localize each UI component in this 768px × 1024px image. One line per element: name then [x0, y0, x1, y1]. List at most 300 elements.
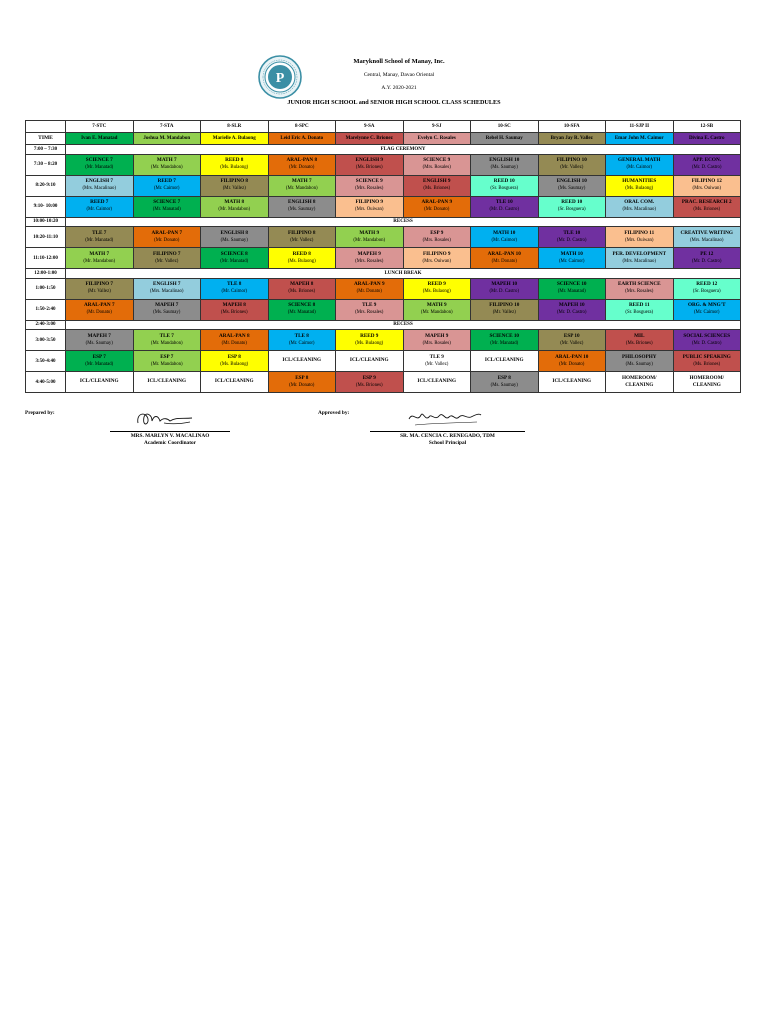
subject-name: ENGLISH 8 [287, 199, 316, 205]
class-cell [538, 196, 606, 217]
teacher-name: (Mrs. Ouiwan) [422, 258, 451, 264]
class-cell [268, 175, 336, 196]
subject-name: ESP 9 [430, 229, 444, 236]
teacher-name: (Ms. Saumay) [558, 186, 586, 192]
subject-name: SOCIAL SCIENCES [683, 332, 731, 339]
class-cell [471, 299, 539, 320]
subject-name: TLE 10 [495, 199, 513, 205]
teacher-name: (Ms. Saumay) [490, 165, 518, 171]
subject-name: ENGLISH 8 [220, 229, 249, 236]
teacher-name: (Mr. D. Castro) [691, 340, 722, 346]
class-cell [336, 154, 404, 175]
subject-name: ENGLISH 10 [556, 178, 587, 184]
subject-name: ARAL-PAN 10 [487, 250, 521, 257]
teacher-name: (Mr. Manatad) [152, 207, 181, 213]
subject-name: MATH 9 [426, 302, 447, 308]
class-cell [673, 196, 741, 217]
subject-name: HUMANITIES [622, 178, 657, 184]
class-cell [133, 248, 201, 269]
teacher-name: (Mr. Caimor) [288, 340, 315, 346]
class-cell [606, 372, 674, 393]
class-cell [471, 175, 539, 196]
subject-name: CREATIVE WRITING [680, 229, 733, 236]
subject-name: PUBLIC SPEAKING [682, 353, 731, 360]
period-row [26, 227, 741, 248]
teacher-name: (Ms. Briones) [625, 340, 653, 346]
subject-name: ESP 8 [227, 353, 241, 360]
class-cell [268, 278, 336, 299]
break-label: FLAG CEREMONY [66, 145, 741, 155]
time-column-header: TIME [26, 133, 66, 145]
class-cell [471, 278, 539, 299]
subject-name: SCIENCE 7 [85, 157, 113, 163]
subject-name: ARAL-PAN 9 [421, 199, 453, 205]
class-cell [606, 196, 674, 217]
class-cell [403, 196, 471, 217]
subject-name: ORG. & MNG'T [687, 302, 726, 308]
subject-name: ORAL COM. [624, 199, 655, 205]
teacher-name: (Mrs. Rosales) [355, 186, 384, 192]
teacher-name: (Ms. Bulaong) [220, 361, 249, 367]
subject-name: TLE 10 [563, 229, 581, 236]
teacher-name: (Mrs. Rosales) [355, 258, 384, 264]
subject-name: FILIPINO 10 [489, 302, 520, 308]
time-cell: 1:50-2:40 [26, 299, 66, 320]
school-name: Maryknoll School of Manay, Inc. [353, 58, 445, 65]
teacher-name: (Mrs. Macalinao) [149, 289, 184, 295]
class-cell [471, 248, 539, 269]
class-cell [336, 351, 404, 372]
subject-name: PHILOSOPHY [621, 353, 657, 360]
time-cell: 1:00-1:50 [26, 278, 66, 299]
time-cell: 8:20-9:10 [26, 175, 66, 196]
academic-year: A.Y. 2020-2021 [381, 85, 417, 91]
teacher-name: (Mr. Donato) [221, 340, 247, 346]
class-cell [471, 372, 539, 393]
class-cell [201, 351, 269, 372]
class-cell [268, 248, 336, 269]
class-cell [538, 299, 606, 320]
class-cell [201, 372, 269, 393]
class-cell [403, 248, 471, 269]
teacher-name: (Mrs. Macalinao) [689, 237, 724, 243]
class-cell [606, 351, 674, 372]
teacher-name: (Mrs. Macalinao) [82, 186, 117, 192]
class-cell [268, 351, 336, 372]
period-row [26, 278, 741, 299]
subject-name: REED 10 [493, 178, 515, 184]
activity-label: ICL/CLEANING [147, 378, 187, 385]
teacher-name: (Mr. Vallez) [492, 310, 516, 316]
class-cell [471, 154, 539, 175]
class-cell [133, 154, 201, 175]
document-header [0, 50, 768, 108]
subject-name: FILIPINO 8 [287, 229, 316, 236]
class-cell [606, 154, 674, 175]
subject-name: MIL [634, 332, 645, 339]
subject-name: REED 12 [696, 281, 718, 287]
subject-name: REED 8 [292, 250, 311, 257]
class-cell [403, 175, 471, 196]
class-cell [673, 227, 741, 248]
subject-name: ARAL-PAN 9 [353, 281, 385, 287]
subject-name: SCIENCE 10 [489, 332, 520, 339]
class-cell [268, 330, 336, 351]
time-cell: 7:00 – 7:30 [26, 145, 66, 155]
section-adviser: Marelynne C. Brionez [336, 133, 404, 145]
activity-label: CLEANING [625, 382, 654, 388]
subject-name: MATH 10 [560, 250, 583, 257]
section-name: 12-SB [673, 121, 741, 133]
class-cell [66, 227, 134, 248]
subject-name: REED 10 [561, 199, 583, 205]
prepared-signature [130, 407, 200, 431]
class-cell [538, 372, 606, 393]
subject-name: TLE 7 [159, 332, 174, 339]
subject-name: ENGLISH 10 [489, 157, 520, 163]
class-cell [471, 330, 539, 351]
period-row [26, 154, 741, 175]
subject-name: ENGLISH 7 [85, 178, 114, 184]
subject-name: MAPEH 8 [290, 281, 314, 287]
prepared-by-name: MRS. MARLYN V. MACALINAO [110, 431, 230, 439]
subject-name: MAPEH 7 [155, 302, 179, 308]
section-adviser: Ivan E. Manatad [66, 133, 134, 145]
teacher-name: (Mr. Mandabon) [150, 165, 183, 171]
teacher-name: (Mr. Manatad) [85, 361, 114, 367]
class-cell [201, 196, 269, 217]
teacher-name: (Mr. Caimor) [693, 310, 720, 316]
subject-name: ESP 7 [160, 353, 174, 360]
subject-name: TLE 9 [429, 353, 444, 360]
class-cell [538, 227, 606, 248]
class-cell [336, 299, 404, 320]
class-cell [336, 196, 404, 217]
activity-label: ICL/CLEANING [417, 378, 457, 385]
teacher-name: (Mr. Caimor) [558, 258, 585, 264]
teacher-name: (Mrs. Rosales) [422, 237, 451, 243]
subject-name: ARAL-PAN 7 [151, 229, 183, 236]
class-cell [336, 330, 404, 351]
subject-name: REED 7 [90, 199, 109, 205]
subject-name: MATH 7 [291, 178, 312, 184]
class-cell [66, 299, 134, 320]
teacher-name: (Mr. D. Castro) [556, 310, 587, 316]
section-name: 9-SA [336, 121, 404, 133]
class-cell [606, 227, 674, 248]
document-title: JUNIOR HIGH SCHOOL and SENIOR HIGH SCHOOL CLASS SCHEDULES [287, 99, 501, 106]
teacher-name: (Mrs. Ouiwan) [354, 207, 384, 213]
subject-name: FILIPINO 10 [556, 157, 587, 163]
subject-name: ESP 7 [92, 353, 106, 360]
teacher-name: (Mrs. Ouiwan) [624, 237, 654, 243]
activity-label: ICL/CLEANING [282, 357, 322, 364]
class-cell [538, 248, 606, 269]
period-row [26, 351, 741, 372]
subject-name: REED 9 [360, 332, 379, 339]
teacher-name: (Ms. Briones) [355, 165, 383, 171]
period-row [26, 372, 741, 393]
teacher-name: (Mr. Mandabon) [420, 310, 453, 316]
teacher-name: (Mr. Manatad) [490, 340, 519, 346]
teacher-name: (Mr. Donato) [424, 207, 450, 213]
teacher-name: (Ms. Briones) [220, 310, 248, 316]
class-cell [673, 372, 741, 393]
class-cell [403, 330, 471, 351]
class-cell [673, 175, 741, 196]
teacher-name: (Mr. Manatad) [557, 289, 586, 295]
subject-name: FILIPINO 12 [691, 178, 722, 184]
teacher-name: (Ms. Saumay) [85, 340, 113, 346]
teacher-name: (Mr. Caimor) [491, 237, 518, 243]
teacher-name: (Ms. Saumay) [490, 382, 518, 388]
period-row [26, 330, 741, 351]
subject-name: FILIPINO 8 [220, 178, 249, 184]
class-cell [403, 299, 471, 320]
subject-name: ARAL-PAN 8 [218, 332, 250, 339]
teacher-name: (Mr. D. Castro) [556, 237, 587, 243]
period-row [26, 299, 741, 320]
class-cell [673, 330, 741, 351]
subject-name: ENGLISH 9 [422, 178, 451, 184]
class-cell [673, 248, 741, 269]
subject-name: SCIENCE 7 [153, 199, 181, 205]
corner-cell [26, 121, 66, 133]
subject-name: REED 8 [225, 157, 244, 163]
teacher-name: (Ms. Saumay) [153, 310, 181, 316]
time-cell: 7:30 – 8:20 [26, 154, 66, 175]
class-cell [268, 372, 336, 393]
subject-name: SCIENCE 8 [220, 250, 248, 257]
class-cell [606, 175, 674, 196]
activity-label: HOMEROOM/ [689, 374, 725, 381]
subject-name: TLE 8 [227, 281, 242, 287]
approved-by-name: SR. MA. CENCIA C. RENEGADO, TDM [370, 431, 525, 439]
class-cell [201, 227, 269, 248]
break-row [26, 320, 741, 330]
teacher-name: (Ms. Bulaong) [625, 186, 654, 192]
activity-label: ICL/CLEANING [79, 378, 119, 385]
class-cell [268, 154, 336, 175]
subject-name: PER. DEVELOPMENT [612, 250, 667, 257]
teacher-name: (Mr. Donato) [491, 258, 517, 264]
time-cell: 10:20-11:10 [26, 227, 66, 248]
teacher-name: (Ms. Briones) [693, 207, 721, 213]
svg-text:P: P [275, 71, 285, 86]
class-cell [133, 299, 201, 320]
prepared-by-label: Prepared by: [25, 410, 55, 416]
teacher-name: (Mr. Mandabon) [353, 237, 386, 243]
teacher-name: (Mr. Manatad) [220, 258, 249, 264]
class-cell [471, 227, 539, 248]
class-cell [403, 154, 471, 175]
subject-name: SCIENCE 8 [288, 302, 316, 308]
activity-label: ICL/CLEANING [484, 357, 524, 364]
teacher-name: (Ms. Briones) [288, 289, 316, 295]
teacher-name: (Mr. Donato) [154, 237, 180, 243]
teacher-name: (Mrs. Macalinao) [622, 258, 657, 264]
subject-name: REED 9 [427, 281, 446, 287]
period-row [26, 248, 741, 269]
subject-name: SCIENCE 9 [423, 157, 451, 163]
teacher-name: (Ms. Saumay) [220, 237, 248, 243]
subject-name: ARAL-PAN 7 [83, 302, 115, 308]
class-cell [133, 175, 201, 196]
teacher-name: (Mr. Mandabon) [150, 340, 183, 346]
section-name: 8-SPC [268, 121, 336, 133]
teacher-name: (Mrs. Macalinao) [622, 207, 657, 213]
teacher-name: (Mr. Vallez) [87, 289, 111, 295]
subject-name: FILIPINO 11 [624, 229, 655, 236]
section-adviser: Rebel H. Saumay [471, 133, 539, 145]
subject-name: MAPEH 10 [558, 302, 585, 308]
subject-name: ESP 9 [362, 374, 376, 381]
class-cell [133, 278, 201, 299]
teacher-name: (Mr. Mandabon) [218, 207, 251, 213]
section-name: 11-SJP II [606, 121, 674, 133]
teacher-name: (Sr. Bosguera) [490, 186, 519, 192]
period-row [26, 175, 741, 196]
teacher-name: (Mr. Vallez) [290, 237, 314, 243]
teacher-name: (Ms. Saumay) [288, 207, 316, 213]
class-cell [66, 330, 134, 351]
class-cell [66, 372, 134, 393]
approved-by-role: School Principal [428, 440, 467, 446]
teacher-name: (Ms. Briones) [693, 361, 721, 367]
class-cell [606, 330, 674, 351]
subject-name: MAPEH 7 [87, 332, 111, 339]
class-cell [403, 351, 471, 372]
teacher-name: (Mr. Caimor) [153, 186, 180, 192]
activity-label: HOMEROOM/ [621, 374, 657, 381]
subject-name: TLE 9 [362, 302, 377, 308]
class-cell [471, 351, 539, 372]
prepared-by-role: Academic Coordinator [144, 440, 196, 446]
section-adviser: Bryan Jay R. Vallez [538, 133, 606, 145]
subject-name: REED 11 [628, 302, 650, 308]
activity-label: CLEANING [692, 382, 721, 388]
subject-name: MATH 10 [493, 229, 516, 236]
break-label: RECESS [66, 217, 741, 227]
break-label: RECESS [66, 320, 741, 330]
subject-name: MAPEH 9 [425, 332, 449, 339]
time-cell: 9:10- 10:00 [26, 196, 66, 217]
subject-name: EARTH SCIENCE [617, 281, 661, 287]
teacher-name: (Ms. Briones) [355, 382, 383, 388]
subject-name: ENGLISH 9 [355, 157, 384, 163]
approved-signature [405, 405, 485, 431]
teacher-name: (Ms. Briones) [423, 186, 451, 192]
class-cell [403, 372, 471, 393]
time-cell: 4:40-5:00 [26, 372, 66, 393]
class-cell [66, 154, 134, 175]
teacher-name: (Mr. Vallez) [560, 165, 584, 171]
signatures-block [0, 405, 768, 455]
section-adviser: Joshua M. Mandabon [133, 133, 201, 145]
subject-name: MATH 8 [224, 199, 245, 205]
class-cell [66, 248, 134, 269]
section-adviser: Leid Eric A. Donato [268, 133, 336, 145]
activity-label: ICL/CLEANING [552, 378, 592, 385]
subject-name: MAPEH 9 [357, 250, 381, 257]
subject-name: REED 7 [157, 178, 176, 184]
class-cell [336, 175, 404, 196]
section-name: 7-STA [133, 121, 201, 133]
subject-name: ARAL-PAN 10 [555, 353, 589, 360]
class-cell [201, 278, 269, 299]
class-cell [268, 196, 336, 217]
subject-name: PE 12 [700, 250, 714, 257]
section-adviser: Marielle A. Bulaong [201, 133, 269, 145]
subject-name: FILIPINO 7 [152, 250, 181, 257]
teacher-name: (Mr. Mandabon) [83, 258, 116, 264]
class-cell [538, 154, 606, 175]
teacher-name: (Mr. Donato) [356, 289, 382, 295]
teacher-name: (Mr. D. Castro) [489, 207, 520, 213]
class-cell [673, 299, 741, 320]
class-cell [538, 278, 606, 299]
section-name: 8-SLR [201, 121, 269, 133]
subject-name: FILIPINO 9 [422, 250, 451, 257]
time-cell: 11:10-12:00 [26, 248, 66, 269]
subject-name: ESP 8 [295, 374, 309, 381]
subject-name: PRAC. RESEARCH 2 [681, 199, 732, 205]
class-cell [201, 154, 269, 175]
class-cell [66, 351, 134, 372]
class-cell [606, 299, 674, 320]
class-cell [268, 227, 336, 248]
teacher-name: (Mr. Mandabon) [285, 186, 318, 192]
teacher-name: (Mr. Donato) [86, 310, 112, 316]
subject-name: TLE 8 [294, 332, 309, 339]
teacher-name: (Mr. Donato) [289, 165, 315, 171]
time-cell: 3:00-3:50 [26, 330, 66, 351]
subject-name: SCIENCE 10 [556, 281, 587, 287]
teacher-name: (Mr. D. Castro) [691, 165, 722, 171]
teacher-name: (Ms. Bulaong) [220, 165, 249, 171]
teacher-name: (Mrs. Rosales) [422, 165, 451, 171]
section-name: 9-SJ [403, 121, 471, 133]
break-row [26, 145, 741, 155]
subject-name: ARAL-PAN 8 [286, 157, 318, 163]
class-schedule-table [25, 120, 741, 393]
class-cell [66, 175, 134, 196]
class-cell [201, 330, 269, 351]
time-cell: 10:00-10:20 [26, 217, 66, 227]
teacher-name: (Mr. Vallez) [425, 361, 449, 367]
subject-name: MAPEH 10 [491, 281, 518, 287]
teacher-name: (Mr. Donato) [559, 361, 585, 367]
class-cell [268, 299, 336, 320]
section-adviser: Evelyn C. Rosales [403, 133, 471, 145]
teacher-name: (Mr. Mandabon) [150, 361, 183, 367]
break-row [26, 269, 741, 279]
subject-name: TLE 7 [92, 229, 107, 236]
section-adviser: Divina E. Castro [673, 133, 741, 145]
class-cell [606, 248, 674, 269]
teacher-name: (Mr. Manatad) [85, 165, 114, 171]
section-header-row [26, 121, 741, 133]
approved-by-label: Approved by: [318, 410, 350, 416]
time-cell: 12:00-1:00 [26, 269, 66, 279]
class-cell [133, 372, 201, 393]
subject-name: ENGLISH 7 [152, 281, 181, 287]
subject-name: MATH 7 [156, 157, 177, 163]
class-cell [201, 175, 269, 196]
class-cell [201, 248, 269, 269]
subject-name: FILIPINO 7 [85, 281, 114, 287]
class-cell [133, 351, 201, 372]
